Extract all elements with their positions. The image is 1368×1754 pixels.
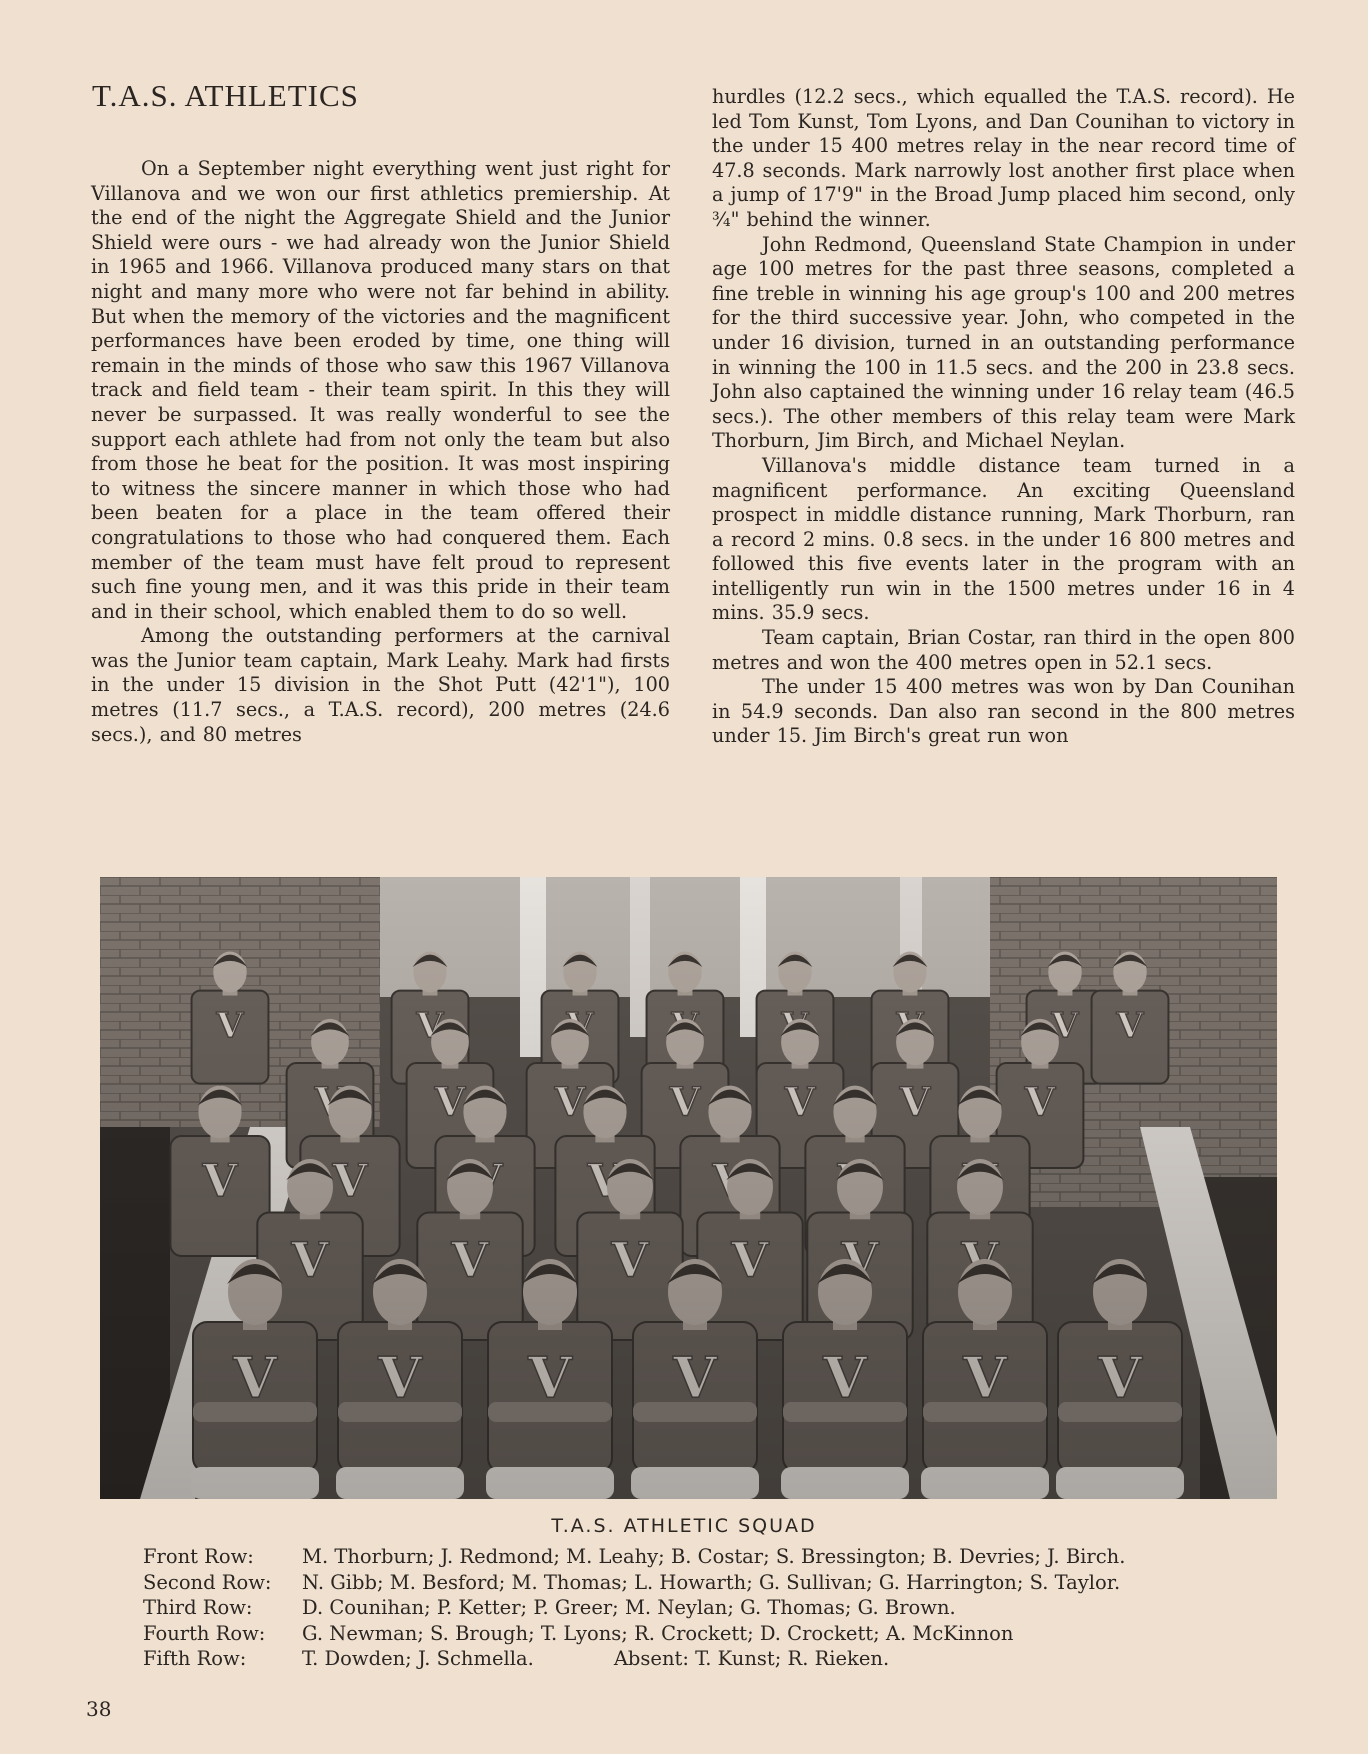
row-label: Second Row: xyxy=(143,1570,272,1594)
list-item xyxy=(143,1646,1125,1672)
list-item xyxy=(143,1595,1125,1621)
paragraph: Villanova's middle distance team turned in a magnificent performance. An exciting Queensland prospect in middle distance running, Mark Thorburn, ran a record 2 mins. 0.8 secs. in the under 16 800 metres and followed this five events later in the program with an intelligently run win in the 1500 metres under 16 in 4 mins. 35.9 secs. xyxy=(712,453,1295,625)
list-item xyxy=(143,1570,1125,1596)
row-label: Front Row: xyxy=(143,1545,254,1568)
row-names: M. Thorburn; J. Redmond; M. Leahy; B. Costar; S. Bressington; B. Devries; J. Birch. xyxy=(302,1545,1126,1568)
name-list xyxy=(143,1544,1125,1672)
article-title: T.A.S. ATHLETICS xyxy=(92,78,359,113)
row-label: Third Row: xyxy=(143,1596,253,1619)
list-item xyxy=(143,1621,1125,1647)
absent-note: Absent: T. Kunst; R. Rieken. xyxy=(613,1647,890,1670)
page-number: 38 xyxy=(86,1697,112,1721)
paragraph: On a September night everything went just right for Villanova and we won our first athletics premiership. At the end of the night the Aggregate Shield and the Junior Shield were ours - we had already won the Junior Shield in 1965 and 1966. Villanova produced many stars on that night and many more who were not far behind in ability. But when the memory of the victories and the magnificent performances have been eroded by time, one thing will remain in the minds of those who saw this 1967 Villanova track and field team - their team spirit. In this they will never be surpassed. It was really wonderful to see the support each athlete had from not only the team but also from those he beat for the position. It was most inspiring to witness the sincere manner in which those who had been beaten for a place in the team offered their congratulations to those who had conquered them. Each member of the team must have felt proud to represent such fine young men, and it was this pride in their team and in their school, which enabled them to do so well. xyxy=(91,157,670,623)
paragraph: The under 15 400 metres was won by Dan Counihan in 54.9 seconds. Dan also ran second in the 800 metres under 15. Jim Birch's great run won xyxy=(712,675,1295,748)
team-photo-illustration xyxy=(100,877,1277,1499)
row-names: G. Newman; S. Brough; T. Lyons; R. Crockett; D. Crockett; A. McKinnon xyxy=(302,1621,1014,1645)
left-column xyxy=(91,157,670,747)
row-names: N. Gibb; M. Besford; M. Thomas; L. Howarth; G. Sullivan; G. Harrington; S. Taylor. xyxy=(302,1570,1121,1594)
row-label: Fifth Row: xyxy=(143,1647,247,1670)
row-label: Fourth Row: xyxy=(143,1621,266,1645)
paragraph-continuation: hurdles (12.2 secs., which equalled the T.A.S. record). He led Tom Kunst, Tom Lyons, and Dan Counihan to victory in the under 15 400 metres relay in the near record time of 47.8 seconds. Mark narrowly lost another first place when a jump of 17'9" in the Broad Jump placed him second, only ¾" behind the winner. xyxy=(712,85,1295,231)
paragraph: John Redmond, Queensland State Champion in under age 100 metres for the past three seasons, completed a fine treble in winning his age group's 100 and 200 metres for the third successive year. John, who competed in the under 16 division, turned in an outstanding performance in winning the 100 in 11.5 secs. and the 200 in 23.8 secs. John also captained the winning under 16 relay team (46.5 secs.). The other members of this relay team were Mark Thorburn, Jim Birch, and Michael Neylan. xyxy=(712,232,1295,453)
paragraph: Team captain, Brian Costar, ran third in the open 800 metres and won the 400 metres open in 52.1 secs. xyxy=(712,626,1295,674)
team-photo xyxy=(100,877,1277,1499)
right-column xyxy=(712,85,1295,749)
row-names: D. Counihan; P. Ketter; P. Greer; M. Neylan; G. Thomas; G. Brown. xyxy=(302,1596,956,1619)
paragraph: Among the outstanding performers at the carnival was the Junior team captain, Mark Leahy. Mark had firsts in the under 15 division in the Shot Putt (42'1"), 100 metres (11.7 secs., a T.A.S. record), 200 metres (24.6 secs.), and 80 metres xyxy=(91,624,670,746)
row-names: T. Dowden; J. Schmella. xyxy=(302,1647,534,1670)
photo-caption: T.A.S. ATHLETIC SQUAD xyxy=(551,1515,817,1537)
list-item xyxy=(143,1544,1125,1570)
